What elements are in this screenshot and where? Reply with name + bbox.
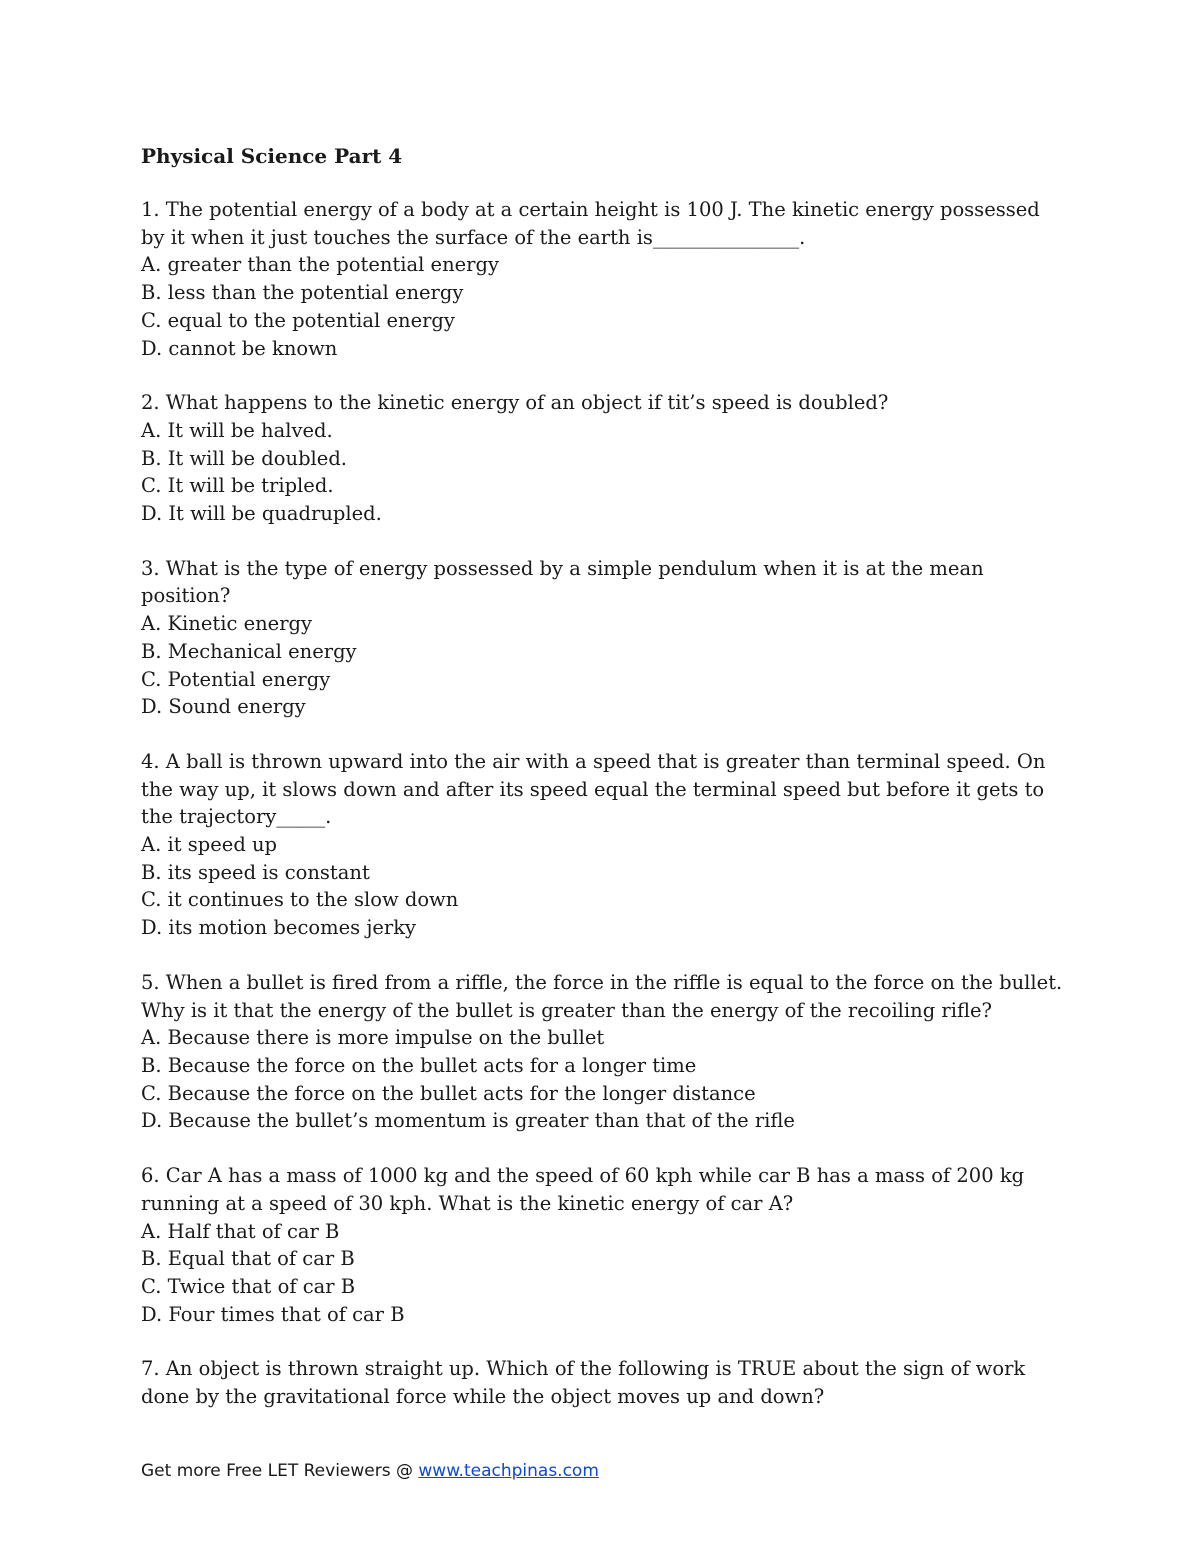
answer-option: A. Because there is more impulse on the bullet bbox=[141, 1026, 605, 1050]
question-stem-line: running at a speed of 30 kph. What is the kinetic energy of car A? bbox=[141, 1191, 794, 1215]
answer-option: D. Four times that of car B bbox=[141, 1302, 405, 1326]
answer-option: B. Because the force on the bullet acts for a longer time bbox=[141, 1053, 697, 1077]
answer-option: B. Equal that of car B bbox=[141, 1247, 355, 1271]
answer-option: C. Because the force on the bullet acts for the longer distance bbox=[141, 1081, 756, 1105]
answer-option: D. cannot be known bbox=[141, 336, 338, 360]
question-stem-line: the trajectory_____. bbox=[141, 805, 332, 829]
answer-option: C. it continues to the slow down bbox=[141, 888, 459, 912]
question-stem-line: by it when it just touches the surface of the earth is_______________. bbox=[141, 225, 806, 249]
answer-option: B. Mechanical energy bbox=[141, 639, 357, 663]
footer-text: Get more Free LET Reviewers @ bbox=[141, 1461, 419, 1481]
question-stem-line: done by the gravitational force while the object moves up and down? bbox=[141, 1385, 825, 1409]
question-4 bbox=[141, 748, 1071, 942]
question-3 bbox=[141, 555, 1071, 721]
question-2 bbox=[141, 389, 1071, 528]
page-footer bbox=[141, 1459, 599, 1483]
question-5 bbox=[141, 969, 1071, 1135]
answer-option: C. It will be tripled. bbox=[141, 474, 334, 498]
answer-option: B. It will be doubled. bbox=[141, 446, 348, 470]
answer-option: A. Half that of car B bbox=[141, 1219, 340, 1243]
question-stem-line: 1. The potential energy of a body at a certain height is 100 J. The kinetic energy possessed bbox=[141, 198, 1040, 221]
question-stem-line: Why is it that the energy of the bullet is greater than the energy of the recoiling rifle? bbox=[141, 998, 992, 1022]
question-stem-line: 3. What is the type of energy possessed by a simple pendulum when it is at the mean bbox=[141, 556, 984, 580]
question-stem-line: 2. What happens to the kinetic energy of an object if tit’s speed is doubled? bbox=[141, 391, 889, 415]
answer-option: A. Kinetic energy bbox=[141, 612, 313, 636]
answer-option: C. equal to the potential energy bbox=[141, 308, 455, 332]
answer-option: D. Sound energy bbox=[141, 695, 306, 719]
footer-link[interactable]: www.teachpinas.com bbox=[418, 1461, 599, 1481]
answer-option: D. its motion becomes jerky bbox=[141, 916, 417, 940]
document-title: Physical Science Part 4 bbox=[141, 144, 403, 168]
question-stem-line: 4. A ball is thrown upward into the air with a speed that is greater than terminal speed. On bbox=[141, 749, 1046, 773]
question-stem-line: 5. When a bullet is fired from a riffle, the force in the riffle is equal to the force on the bullet. bbox=[141, 970, 1063, 994]
answer-option: D. Because the bullet’s momentum is greater than that of the rifle bbox=[141, 1109, 795, 1133]
question-6 bbox=[141, 1162, 1071, 1328]
answer-option: B. its speed is constant bbox=[141, 860, 370, 884]
document-page bbox=[141, 141, 1071, 1438]
answer-option: C. Twice that of car B bbox=[141, 1274, 356, 1298]
answer-option: D. It will be quadrupled. bbox=[141, 502, 382, 526]
answer-option: A. It will be halved. bbox=[141, 418, 333, 442]
question-stem-line: 7. An object is thrown straight up. Which of the following is TRUE about the sign of work bbox=[141, 1357, 1026, 1381]
question-1 bbox=[141, 196, 1071, 362]
answer-option: A. greater than the potential energy bbox=[141, 253, 500, 277]
answer-option: C. Potential energy bbox=[141, 667, 331, 691]
answer-option: A. it speed up bbox=[141, 833, 278, 857]
question-stem-line: the way up, it slows down and after its speed equal the terminal speed but before it gets to bbox=[141, 777, 1045, 801]
question-stem-line: 6. Car A has a mass of 1000 kg and the speed of 60 kph while car B has a mass of 200 kg bbox=[141, 1164, 1025, 1188]
question-stem-line: position? bbox=[141, 584, 231, 608]
question-7 bbox=[141, 1355, 1071, 1410]
answer-option: B. less than the potential energy bbox=[141, 281, 464, 305]
